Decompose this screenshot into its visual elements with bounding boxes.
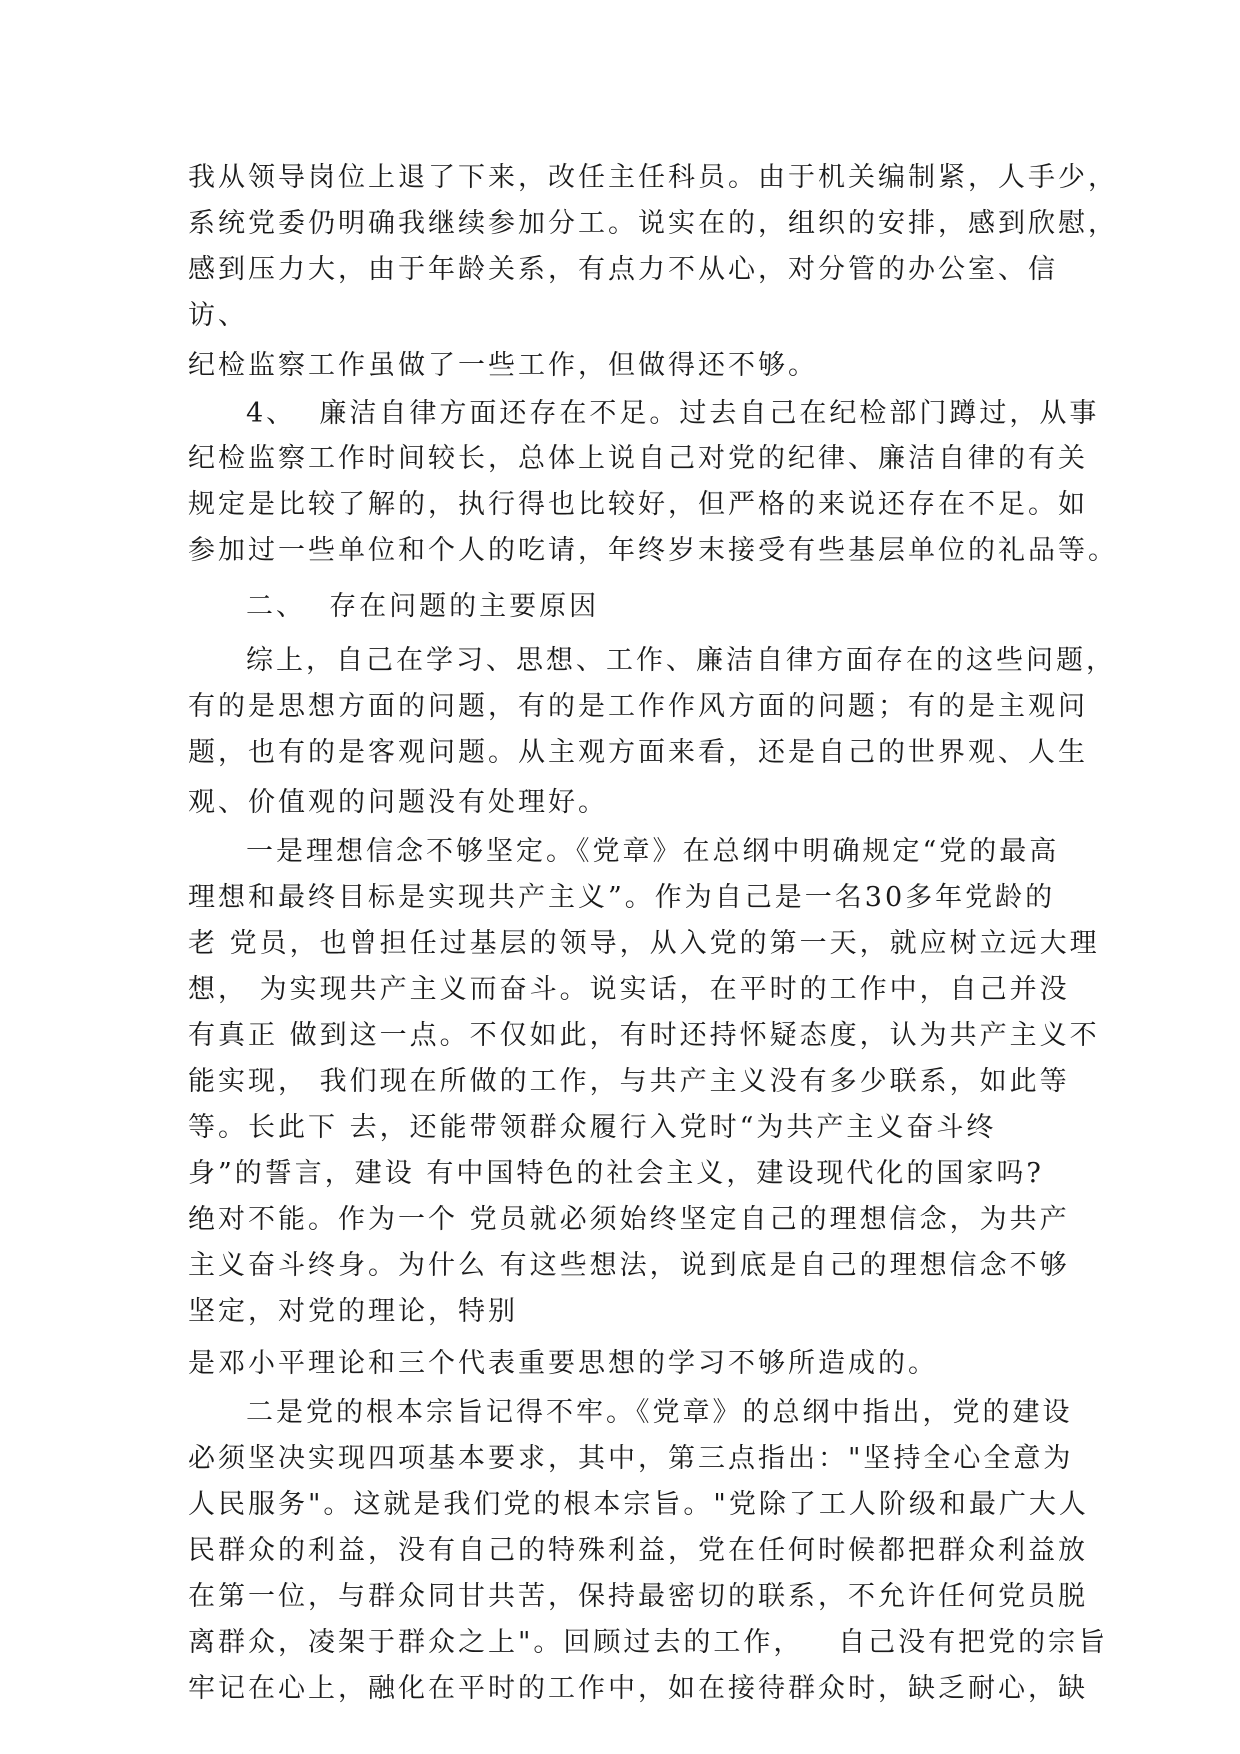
text-line: 坚定，对党的理论，特别 — [188, 1296, 518, 1327]
text-line: 我从领导岗位上退了下来，改任主任科员。由于机关编制紧，人手少， — [188, 162, 1118, 193]
text-line: 在第一位，与群众同甘共苦，保持最密切的联系，不允许任何党员脱 — [188, 1581, 1088, 1612]
text-line: 4、 廉洁自律方面还存在不足。过去自己在纪检部门蹲过，从事 — [246, 398, 1100, 429]
text-line: 是邓小平理论和三个代表重要思想的学习不够所造成的。 — [188, 1348, 938, 1379]
text-line: 能实现， 我们现在所做的工作，与共产主义没有多少联系，如此等 — [188, 1066, 1070, 1097]
text-line: 参加过一些单位和个人的吃请，年终岁末接受有些基层单位的礼品等。 — [188, 535, 1118, 566]
text-line: 主义奋斗终身。为什么 有这些想法，说到底是自己的理想信念不够 — [188, 1250, 1070, 1281]
text-line: 综上，自己在学习、思想、工作、廉洁自律方面存在的这些问题， — [246, 645, 1116, 676]
text-line: 题，也有的是客观问题。从主观方面来看，还是自己的世界观、人生 — [188, 737, 1088, 768]
text-line: 访、 — [188, 300, 248, 331]
text-line: 有真正 做到这一点。不仅如此，有时还持怀疑态度，认为共产主义不 — [188, 1020, 1100, 1051]
text-line: 理想和最终目标是实现共产主义”。作为自己是一名30多年党龄的 — [188, 882, 1056, 913]
text-line: 民群众的利益，没有自己的特殊利益，党在任何时候都把群众利益放 — [188, 1535, 1088, 1566]
text-line: 牢记在心上，融化在平时的工作中，如在接待群众时，缺乏耐心，缺 — [188, 1673, 1088, 1704]
text-line: 绝对不能。作为一个 党员就必须始终坚定自己的理想信念，为共产 — [188, 1204, 1070, 1235]
text-line: 有的是思想方面的问题，有的是工作作风方面的问题；有的是主观问 — [188, 691, 1088, 722]
text-line: 二是党的根本宗旨记得不牢。《党章》的总纲中指出，党的建设 — [246, 1397, 1073, 1428]
text-line: 等。长此下 去，还能带领群众履行入党时“为共产主义奋斗终 — [188, 1112, 997, 1143]
text-line: 系统党委仍明确我继续参加分工。说实在的，组织的安排，感到欣慰， — [188, 208, 1118, 239]
section-heading: 二、 存在问题的主要原因 — [246, 591, 600, 622]
text-line: 观、价值观的问题没有处理好。 — [188, 787, 608, 818]
text-line: 必须坚决实现四项基本要求，其中，第三点指出："坚持全心全意为 — [188, 1443, 1074, 1474]
text-line: 想， 为实现共产主义而奋斗。说实话，在平时的工作中，自己并没 — [188, 974, 1070, 1005]
text-line: 老 党员，也曾担任过基层的领导，从入党的第一天，就应树立远大理 — [188, 928, 1100, 959]
text-line: 离群众，凌架于群众之上"。回顾过去的工作， 自己没有把党的宗旨 — [188, 1627, 1109, 1658]
text-line: 身”的誓言，建设 有中国特色的社会主义，建设现代化的国家吗? — [188, 1158, 1044, 1189]
text-line: 感到压力大，由于年龄关系，有点力不从心，对分管的办公室、信 — [188, 254, 1058, 285]
text-line: 纪检监察工作时间较长，总体上说自己对党的纪律、廉洁自律的有关 — [188, 443, 1088, 474]
text-line: 一是理想信念不够坚定。《党章》在总纲中明确规定“党的最高 — [246, 836, 1060, 867]
text-line: 纪检监察工作虽做了一些工作，但做得还不够。 — [188, 350, 818, 381]
text-line: 规定是比较了解的，执行得也比较好，但严格的来说还存在不足。如 — [188, 489, 1088, 520]
text-line: 人民服务"。这就是我们党的根本宗旨。"党除了工人阶级和最广大人 — [188, 1489, 1089, 1520]
